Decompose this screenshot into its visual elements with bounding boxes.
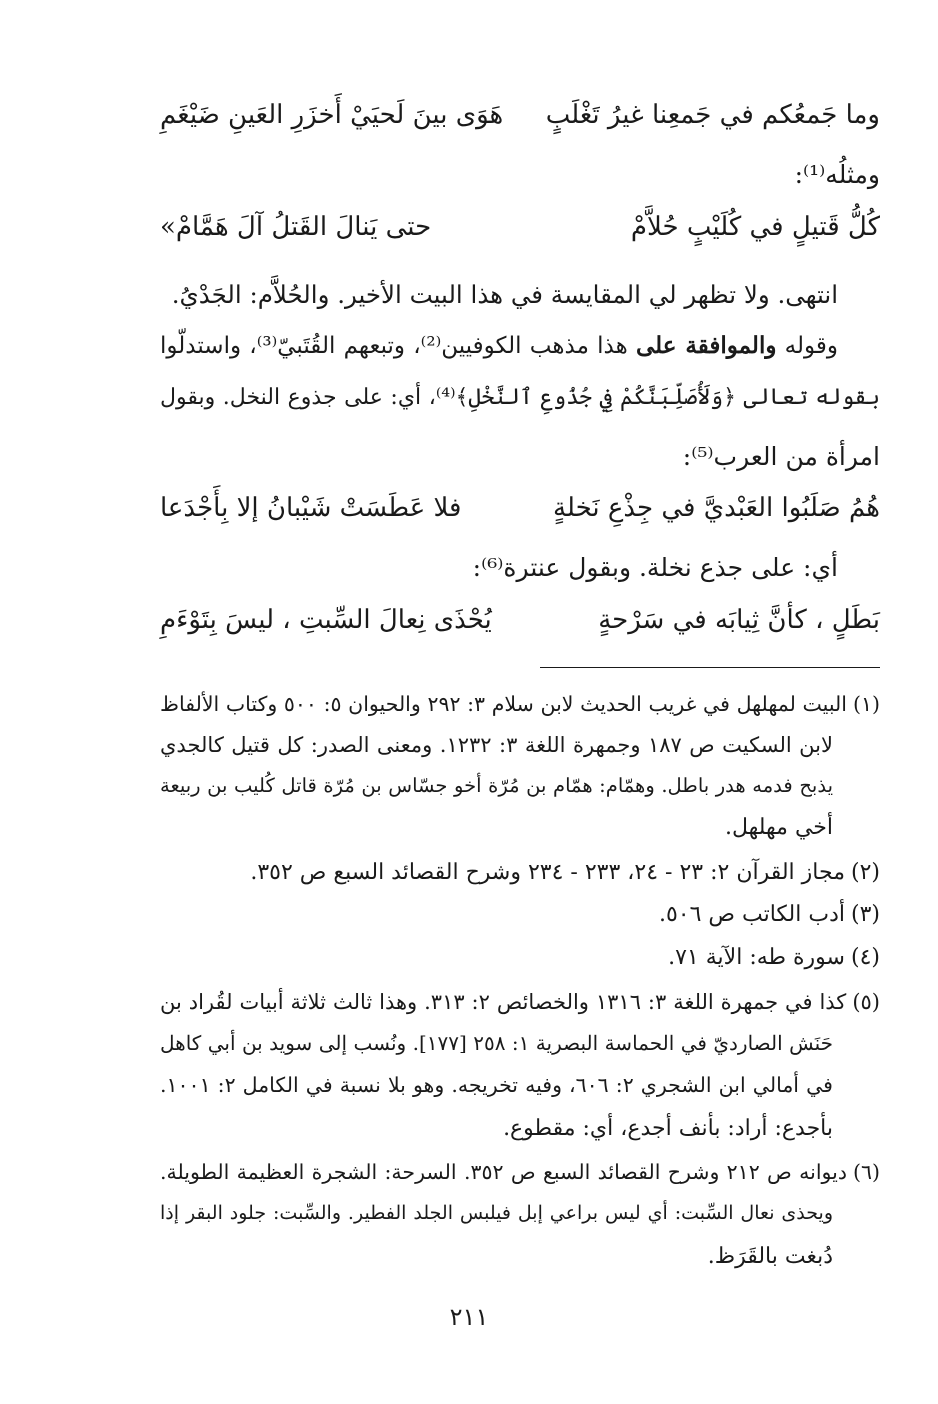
quoted-phrase: والموافقة على bbox=[635, 332, 777, 359]
footnote-text: ديوانه ص ٢١٢ وشرح القصائد السبع ص ٣٥٢. السرحة: الشجرة العظيمة الطويلة. bbox=[160, 1160, 847, 1184]
footnote-3 bbox=[160, 902, 880, 928]
footnote-5-line-3: في أمالي ابن الشجري ٢: ٦٠٦، وفيه تخريجه. وهو بلا نسبة في الكامل ٢: ١٠٠١. bbox=[160, 1073, 833, 1097]
footnote-2 bbox=[160, 860, 880, 886]
footnote-number: (١) bbox=[852, 692, 880, 716]
text-line-3-prefix: وقوله bbox=[776, 333, 838, 359]
footnote-text: مجاز القرآن ٢: ٢٣ - ٢٤، ٢٣٣ - ٢٣٤ وشرح القصائد السبع ص ٣٥٢. bbox=[250, 860, 845, 885]
footnote-text: سورة طه: الآية ٧١. bbox=[668, 945, 845, 970]
text-line-1: ومثلُه⁽¹⁾: bbox=[794, 160, 880, 189]
verse-4-second-hemistich: يُحْذَى نِعالَ السِّبتِ ، ليسَ بِتَوْءَمِ bbox=[160, 605, 492, 635]
footnote-1-line-3: يذبح فدمه هدر باطل. وهمّام: همّام بن مُرّة أخو جسّاس بن مُرّة قاتل كُليب بن ربيعة bbox=[160, 774, 833, 797]
verse-2-second-hemistich: حتى يَنالَ القَتلُ آلَ هَمَّامْ» bbox=[160, 212, 432, 242]
footnote-5-line-4: بأجدع: أراد: بأنف أجدع، أي: مقطوع. bbox=[503, 1116, 833, 1141]
footnote-5-line-1 bbox=[160, 990, 880, 1015]
verse-1-first-hemistich: وما جَمعُكم في جَمعِنا غيرُ تَغْلَبٍ bbox=[545, 100, 880, 130]
footnote-6-line-3: دُبغت بالقَرَظ. bbox=[707, 1244, 833, 1269]
text-line-3-suffix: هذا مذهب الكوفيين⁽²⁾، وتبعهم القُتَبيّ⁽³⁾، واستدلّوا bbox=[160, 333, 636, 359]
footnote-text: كذا في جمهرة اللغة ٣: ١٣١٦ والخصائص ٢: ٣١٣. وهذا ثالث ثلاثة أبيات لقُراد بن bbox=[160, 990, 847, 1014]
footnote-separator bbox=[540, 667, 880, 668]
verse-3-first-hemistich: هُمُ صَلَبُوا العَبْديَّ في جِذْعِ نَخلةٍ bbox=[553, 493, 880, 523]
verse-1 bbox=[160, 100, 880, 130]
verse-1-second-hemistich: هَوَى بينَ لَحيَيْ أَخزَرِ العَينِ ضَيْغَمِ bbox=[160, 100, 504, 130]
footnote-number: (٤) bbox=[850, 945, 880, 970]
footnote-text: البيت لمهلهل في غريب الحديث لابن سلام ٣: ٢٩٢ والحيوان ٥: ٥٠٠ وكتاب الألفاظ bbox=[160, 692, 847, 716]
footnote-number: (٣) bbox=[850, 902, 880, 927]
text-line-5: امرأة من العرب⁽⁵⁾: bbox=[682, 442, 880, 471]
footnote-number: (٢) bbox=[850, 860, 880, 885]
verse-4 bbox=[160, 605, 880, 635]
footnote-6-line-2: ويحذى نعال السِّبت: أي ليس براعي إبل فيلبس الجلد الفطير. والسِّبت: جلود البقر إذا bbox=[160, 1202, 833, 1224]
verse-3 bbox=[160, 493, 880, 523]
text-line-4: بقوله تعالى ﴿وَلَأُصَلِّبَنَّكُمْ فِي جُذُوعِ ٱلنَّخْلِ﴾⁽⁴⁾، أي: على جذوع النخل. وبقول bbox=[160, 385, 880, 410]
footnote-4 bbox=[160, 945, 880, 971]
footnote-text: أدب الكاتب ص ٥٠٦. bbox=[658, 902, 845, 927]
verse-4-first-hemistich: بَطَلٍ ، كأنَّ ثِيابَه في سَرْحةٍ bbox=[598, 605, 880, 635]
footnote-6-line-1 bbox=[160, 1160, 880, 1185]
footnote-number: (٥) bbox=[852, 990, 880, 1014]
footnote-1-line-4: أخي مهلهل. bbox=[724, 815, 833, 840]
verse-2 bbox=[160, 212, 880, 242]
verse-3-second-hemistich: فلا عَطَسَتْ شَيْبانُ إلا بِأَجْدَعا bbox=[160, 493, 462, 523]
footnote-1-line-1 bbox=[160, 692, 880, 717]
text-line-3 bbox=[160, 332, 838, 361]
verse-2-first-hemistich: كُلُّ قَتيلٍ في كُلَيْبٍ حُلاَّمْ bbox=[630, 212, 880, 242]
footnote-1-line-2: لابن السكيت ص ١٨٧ وجمهرة اللغة ٣: ١٢٣٢. ومعنى الصدر: كل قتيل كالجدي bbox=[160, 733, 833, 757]
text-line-6: أي: على جذع نخلة. وبقول عنترة⁽⁶⁾: bbox=[472, 553, 838, 582]
text-line-2: انتهى. ولا تظهر لي المقايسة في هذا البيت الأخير. والحُلاَّم: الجَدْيُ. bbox=[171, 280, 838, 309]
footnote-5-line-2: حَنَش الصارديّ في الحماسة البصرية ١: ٢٥٨ [١٧٧]. ونُسب إلى سويد بن أبي كاهل bbox=[160, 1031, 833, 1055]
page-number: ٢١١ bbox=[449, 1303, 489, 1331]
footnote-number: (٦) bbox=[852, 1160, 880, 1184]
